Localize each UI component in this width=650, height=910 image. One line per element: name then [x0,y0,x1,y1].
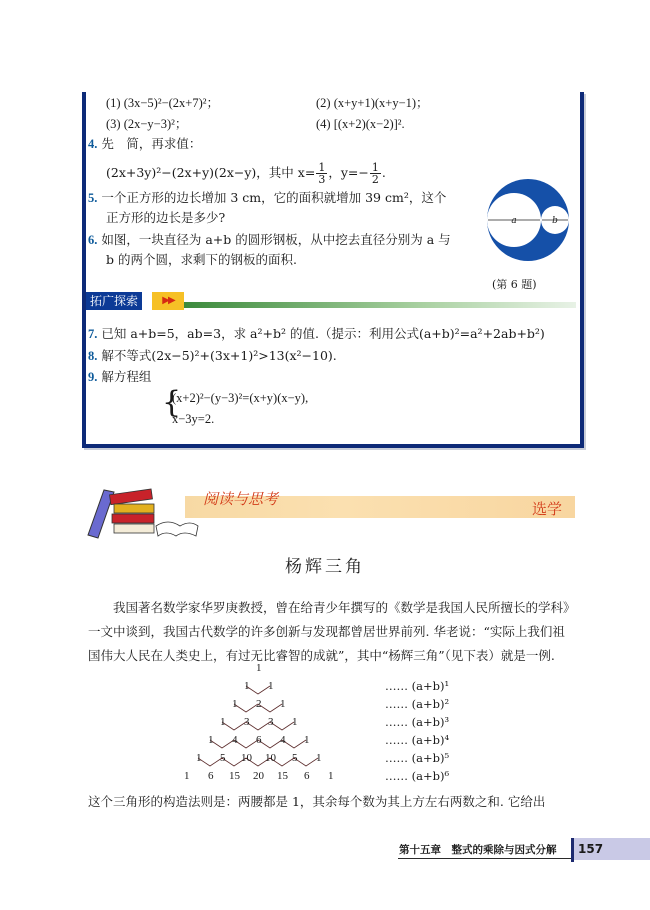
banner-title: 阅读与思考 [203,490,279,508]
triangle-cell: 20 [253,770,264,782]
question-4-expression: (2x+3y)²−(2x+y)(2x−y)，其中 x= $\frac{1}{3}$ ，y=− $\frac{1}{2}$ . [106,161,386,186]
exercise-box [82,92,584,448]
question-6: 6. 如图，一块直径为 a+b 的圆形钢板，从中挖去直径分别为 a 与 [88,232,451,247]
expansion-row: …… (a+b)² [385,697,450,711]
q3-item-1: (1) (3x−5)²−(2x+7)²； [106,96,219,110]
triangle-cell: 1 [304,734,310,746]
banner-tag: 选学 [532,500,563,518]
triangle-cell: 4 [280,734,286,746]
triangle-cell: 2 [256,698,262,710]
circle-figure [486,178,570,262]
triangle-cell: 1 [316,752,322,764]
question-6-line2: b 的两个圆，求剩下的钢板的面积. [106,252,297,267]
question-8: 8. 解不等式(2x−5)²+(3x+1)²>13(x²−10). [88,348,337,363]
triangle-cell: 1 [208,734,214,746]
books-illustration [80,480,200,540]
label-b: b [552,216,558,226]
q3-item-3: (3) (2x−y−3)²； [106,117,188,131]
section-divider-bar [184,302,576,308]
triangle-cell: 6 [208,770,214,782]
yanghui-triangle [180,660,350,785]
triangle-connectors [180,660,350,785]
section-header-extension [86,292,580,310]
triangle-cell: 3 [244,716,250,728]
double-arrow-icon: ▶▶ [152,292,184,310]
brace-icon: { [162,385,182,420]
triangle-cell: 1 [280,698,286,710]
question-9: 9. 解方程组 [88,369,152,384]
triangle-cell: 6 [304,770,310,782]
expansion-row: …… (a+b)⁵ [385,751,450,765]
expansion-row: …… (a+b)¹ [385,679,450,693]
paragraph-line: 国伟大人民在人类史上，有过无比睿智的成就”，其中“杨辉三角”（见下表）就是一例. [88,648,555,663]
footer-underline [398,858,571,859]
equation-2: x−3y=2. [172,412,215,426]
triangle-cell: 1 [220,716,226,728]
triangle-cell: 3 [268,716,274,728]
paragraph-line: 我国著名数学家华罗庚教授，曾在给青少年撰写的《数学是我国人民所擅长的学科》 [88,600,576,615]
expansion-row: …… (a+b)³ [385,715,450,729]
triangle-cell: 1 [232,698,238,710]
triangle-cell: 15 [229,770,240,782]
triangle-cell: 1 [328,770,334,782]
section-title: 拓广探索 [86,292,142,310]
rule-paragraph [88,790,580,814]
triangle-cell: 1 [196,752,202,764]
triangle-cell: 1 [256,662,262,674]
q3-item-2: (2) (x+y+1)(x+y−1)； [316,96,429,110]
triangle-cell: 1 [292,716,298,728]
question-7: 7. 已知 a+b=5，ab=3，求 a²+b² 的值.（提示：利用公式(a+b)²=a²+2ab+b²) [88,326,545,341]
question-5: 5. 一个正方形的边长增加 3 cm，它的面积就增加 39 cm²，这个 [88,190,447,205]
paragraph-line: 这个三角形的构造法则是：两腰都是 1，其余每个数为其上方左右两数之和. 它给出 [88,794,546,809]
question-4: 4. 先 简，再求值： [88,136,202,151]
chapter-title: 第十五章 整式的乘除与因式分解 [399,844,557,856]
question-5-line2: 正方形的边长是多少? [106,210,226,225]
page-number: 157 [578,842,604,856]
triangle-cell: 1 [184,770,190,782]
triangle-cell: 1 [244,680,250,692]
expansion-row: …… (a+b)⁴ [385,733,450,747]
triangle-cell: 6 [256,734,262,746]
expansion-row: …… (a+b)⁶ [385,769,450,783]
triangle-cell: 1 [268,680,274,692]
triangle-cell: 10 [241,752,252,764]
footer-separator [571,838,574,862]
figure-caption: (第 6 题) [492,278,537,291]
triangle-cell: 10 [265,752,276,764]
paragraph-line: 一文中谈到，我国古代数学的许多创新与发现都曾居世界前列. 华老说：“实际上我们祖 [88,624,565,639]
label-a: a [511,216,517,226]
article-paragraph [88,596,580,668]
q3-item-4: (4) [(x+2)(x−2)]². [316,117,405,131]
triangle-cell: 5 [292,752,298,764]
equation-1: (x+2)²−(y−3)²=(x+y)(x−y), [172,391,309,405]
triangle-cell: 5 [220,752,226,764]
triangle-cell: 4 [232,734,238,746]
article-title: 杨辉三角 [285,557,365,577]
triangle-cell: 15 [277,770,288,782]
